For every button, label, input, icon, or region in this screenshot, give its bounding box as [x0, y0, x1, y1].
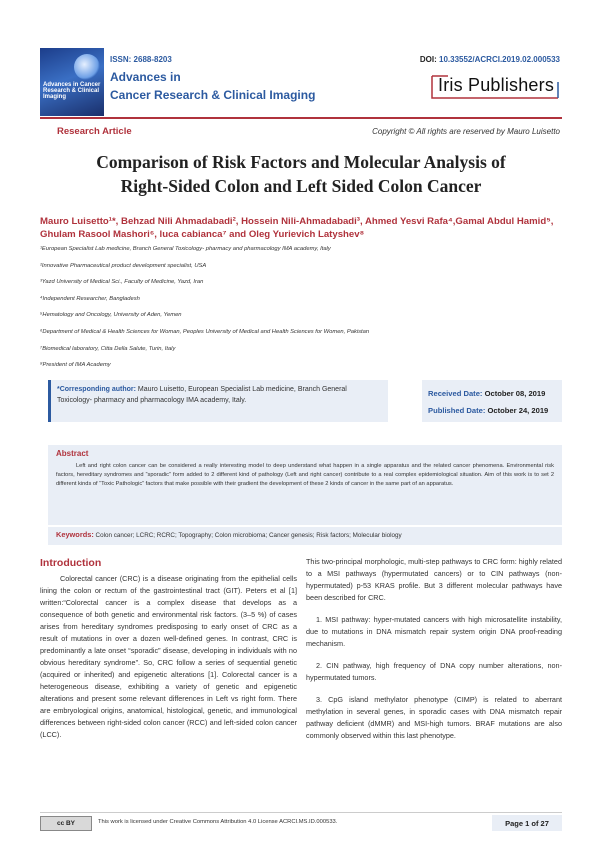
published-date-label: Published Date:: [428, 406, 486, 415]
published-date-value: October 24, 2019: [485, 406, 549, 415]
pathway-list-item: 2. CIN pathway, high frequency of DNA copy number alterations, non-hypermutated tumors.: [306, 661, 562, 682]
footer-divider: [40, 812, 562, 813]
cover-illustration: [74, 54, 100, 80]
header-divider: [40, 117, 562, 119]
dates-box: [422, 380, 562, 422]
body-paragraph: This two-principal morphologic, multi-step pathways to CRC form: highly related to a MSI pathways (hypermutated cancers) or to CIN pathways (non-hypermutated) p-53 KRAS profile. But 3 different molecular pathways have been described for CRC.: [306, 557, 562, 602]
article-title: [40, 150, 562, 198]
journal-title-line2: Cancer Research & Clinical Imaging: [110, 88, 316, 102]
corresponding-author-box: [48, 380, 388, 422]
doi[interactable]: [420, 55, 560, 64]
abstract-box: [48, 445, 562, 525]
journal-title-line1: Advances in: [110, 70, 181, 84]
cover-title: Advances in Cancer Research & Clinical Imaging: [43, 82, 101, 100]
keywords-text: Colon cancer; LCRC; RCRC; Topography; Colon microbioma; Cancer genesis; Risk factors; Molecular biology: [93, 532, 402, 539]
author-list: Mauro Luisetto¹*, Behzad Nili Ahmadabadi², Hossein Nili-Ahmadabadi³, Ahmed Yesvi Rafa⁴,Gamal Abdul Hamid⁵, Ghulam Rasool Mashori⁶, luca cabianca⁷ and Oleg Yurievich Latyshev⁸: [40, 216, 554, 240]
publisher-logo: [428, 72, 562, 102]
page-number: Page 1 of 27: [492, 815, 562, 831]
license-text: This work is licensed under Creative Commons Attribution 4.0 License ACRCI.MS.ID.000533.: [98, 819, 338, 825]
received-date: [428, 385, 556, 402]
affiliation-list: [40, 245, 562, 378]
affiliation-item: ⁴Independent Researcher, Bangladesh: [40, 295, 140, 302]
pathway-list-item: 3. CpG island methylator phenotype (CIMP) is related to aberrant methylation in several genes, in sporadic cases with DNA mismatch repair pathway deficient (dMMR) and MSI-high tumors. BRAF mutations are also commonly observed within this last phenotype.: [306, 695, 562, 740]
article-title-line2: Right-Sided Colon and Left Sided Colon Cancer: [120, 176, 482, 196]
abstract-text: Left and right colon cancer can be considered a really interesting model to deep understand what happen in a single apparatus and the related cancer phenomena. Environmental risk factors, hereditary syndromes and “sporadic” form added to 2 different kind of pathology (Left and right cancer) contribute to a real complex epidemiological situation. Aim of this work is to set 2 different kinds of “Toxic Pathologic” factors that make possible with their gradient the development of these 2 kinds of cancer in the same part of an apparatus.: [56, 463, 554, 488]
article-title-line1: Comparison of Risk Factors and Molecular Analysis of: [96, 152, 506, 172]
introduction-heading: Introduction: [40, 557, 102, 569]
abstract-heading: Abstract: [56, 449, 89, 458]
affiliation-item: ²Innovative Pharmaceutical product development specialist, USA: [40, 262, 207, 269]
cc-license-badge[interactable]: cc BY: [40, 816, 92, 831]
affiliation-item: ⁶Department of Medical & Health Sciences for Woman, Peoples University of Medical and Health Sciences for Women, Pakistan: [40, 328, 370, 335]
article-type: Research Article: [57, 126, 132, 137]
journal-cover-image: [40, 48, 104, 116]
published-date: [428, 402, 556, 419]
body-paragraph: Colorectal cancer (CRC) is a disease originating from the epithelial cells lining the colon or rectum of the gastrointestinal tract (GIT). Peters et al [1] written:“Colorectal cancer is a complex disease that develops as a consequence of both genetic and environmental risk factors. (3–5 %) of cases arises from hereditary syndromes predisposing to early onset of CRC as a result of mutations in over a dozen well-defined genes. In contrast, CRC is predominantly a late onset “sporadic” disease, developing in individuals with no obvious hereditary syndrome”. So, CRC follow a series of sequential genetic (acquired or inherited) and epigenetic alterations [1]. Colorectal cancer is a heterogeneous disease, exhibiting a variety of genetic and epigenetic alterations and present some relevant differences in Left vs right form. There are embryological origins, anatomical, histological, genetic, and immunological differences between right-sided colon cancer (RCC) and left-sided colon cancer (LCC).: [40, 574, 297, 739]
pathway-list-item: 1. MSI pathway: hyper-mutated cancers with high microsatellite instability, due to mutations in DNA mismatch repair system origin DNA proof-reading mechanism.: [306, 615, 562, 648]
corresponding-author-text: Mauro Luisetto, European Specialist Lab medicine, Branch General Toxicology- pharmacy and pharmacology IMA academy, Italy.: [57, 386, 347, 404]
corresponding-author-label: *Corresponding author:: [57, 386, 136, 393]
publisher-logo-text: Iris Publishers: [438, 75, 555, 95]
affiliation-item: ⁷Biomedical laboratory, Citta Della Salute, Turin, Italy: [40, 345, 176, 352]
affiliation-item: ⁵Hematology and Oncology, University of Aden, Yemen: [40, 312, 182, 319]
affiliation-item: ³Yazd University of Medical Sci., Faculty of Medicine, Yazd, Iran: [40, 279, 204, 286]
keywords-label: Keywords:: [56, 530, 94, 539]
body-column-right: [306, 556, 562, 752]
received-date-label: Received Date:: [428, 389, 483, 398]
received-date-value: October 08, 2019: [482, 389, 546, 398]
doi-label: DOI:: [419, 55, 437, 64]
affiliation-item: ⁸President of IMA Academy: [40, 362, 111, 369]
affiliation-item: ¹European Specialist Lab medicine, Branch General Toxicology- pharmacy and pharmacology IMA academy, Italy: [40, 246, 331, 252]
doi-link[interactable]: 10.33552/ACRCI.2019.02.000533: [439, 55, 560, 64]
copyright-notice: Copyright © All rights are reserved by Mauro Luisetto: [372, 127, 560, 136]
keywords-box: [48, 527, 562, 545]
body-column-left: [40, 573, 297, 741]
issn: ISSN: 2688-8203: [110, 55, 172, 64]
